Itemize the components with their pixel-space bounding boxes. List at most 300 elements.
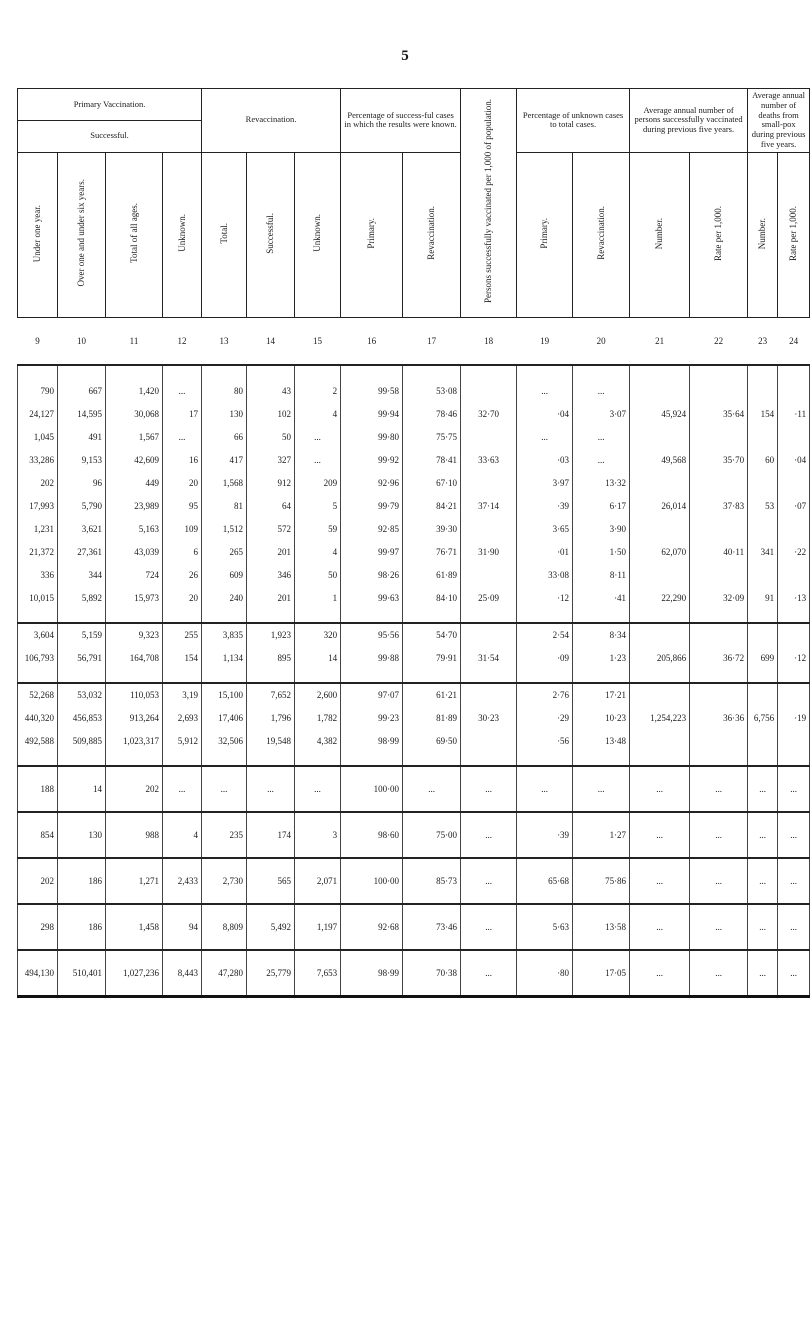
spacer-cell	[106, 670, 163, 683]
table-cell: ...	[748, 858, 778, 904]
table-cell: 14,595	[58, 403, 106, 426]
table-cell: 43	[247, 380, 295, 403]
table-cell: 298	[18, 904, 58, 950]
table-cell: ·03	[517, 449, 573, 472]
spacer-cell	[690, 365, 748, 380]
table-cell	[461, 623, 517, 647]
table-cell: 100·00	[341, 766, 403, 812]
table-cell: 50	[295, 564, 341, 587]
table-cell: 19,548	[247, 730, 295, 753]
table-cell: ·13	[778, 587, 810, 610]
table-cell	[748, 380, 778, 403]
table-cell: 17,406	[202, 707, 247, 730]
table-cell: 99·63	[341, 587, 403, 610]
table-cell: 99·97	[341, 541, 403, 564]
table-cell: 492,588	[18, 730, 58, 753]
header-revaccination: Revaccination.	[202, 89, 341, 153]
table-cell: 2,071	[295, 858, 341, 904]
table-cell: 988	[106, 812, 163, 858]
spacer-cell	[295, 610, 341, 623]
spacer-row	[18, 670, 810, 683]
table-cell: ...	[295, 426, 341, 449]
table-cell	[748, 623, 778, 647]
spacer-cell	[18, 365, 58, 380]
spacer-cell	[461, 610, 517, 623]
table-cell: 7,653	[295, 950, 341, 997]
spacer-cell	[778, 365, 810, 380]
table-cell: 99·23	[341, 707, 403, 730]
table-cell: 235	[202, 812, 247, 858]
header-avg-vaccinated: Average annual number of persons successfully vaccinated during previous five years.	[630, 89, 748, 153]
table-cell: 724	[106, 564, 163, 587]
table-cell: 50	[247, 426, 295, 449]
table-cell: 456,853	[58, 707, 106, 730]
table-cell: ·04	[778, 449, 810, 472]
table-cell: 110,053	[106, 683, 163, 707]
table-cell: 265	[202, 541, 247, 564]
table-cell: 895	[247, 647, 295, 670]
spacer-cell	[106, 753, 163, 766]
table-cell: 80	[202, 380, 247, 403]
spacer-cell	[748, 610, 778, 623]
table-cell: 33,286	[18, 449, 58, 472]
table-cell: 4	[163, 812, 202, 858]
table-cell: 91	[748, 587, 778, 610]
spacer-cell	[630, 670, 690, 683]
table-cell: ...	[748, 812, 778, 858]
table-cell: ·22	[778, 541, 810, 564]
table-cell: 913,264	[106, 707, 163, 730]
table-cell: ·11	[778, 403, 810, 426]
table-cell: 26,014	[630, 495, 690, 518]
table-cell: 255	[163, 623, 202, 647]
spacer-cell	[202, 610, 247, 623]
column-number: 16	[341, 317, 403, 365]
table-cell: 186	[58, 858, 106, 904]
spacer-cell	[58, 670, 106, 683]
table-cell	[630, 623, 690, 647]
table-cell: 100·00	[341, 858, 403, 904]
table-cell: 97·07	[341, 683, 403, 707]
column-number: 11	[106, 317, 163, 365]
table-cell	[461, 683, 517, 707]
table-cell: 54·70	[403, 623, 461, 647]
table-cell: 14	[295, 647, 341, 670]
column-number: 18	[461, 317, 517, 365]
table-cell: 53	[748, 495, 778, 518]
table-cell: 7,652	[247, 683, 295, 707]
table-cell: 30,068	[106, 403, 163, 426]
table-row	[18, 449, 810, 472]
header-pct-revaccination: Revaccination.	[403, 152, 461, 317]
spacer-cell	[778, 753, 810, 766]
spacer-cell	[461, 365, 517, 380]
spacer-cell	[163, 753, 202, 766]
table-cell: ·80	[517, 950, 573, 997]
column-number: 19	[517, 317, 573, 365]
table-cell	[748, 683, 778, 707]
table-cell: 49,568	[630, 449, 690, 472]
table-cell: 98·99	[341, 730, 403, 753]
table-cell: 15,100	[202, 683, 247, 707]
table-cell: 53,032	[58, 683, 106, 707]
header-rev-successful: Successful.	[247, 152, 295, 317]
table-cell: 912	[247, 472, 295, 495]
table-cell: 25·09	[461, 587, 517, 610]
table-cell: 494,130	[18, 950, 58, 997]
table-cell: 5	[295, 495, 341, 518]
table-cell: 21,372	[18, 541, 58, 564]
table-cell: 13·48	[573, 730, 630, 753]
spacer-cell	[202, 670, 247, 683]
header-avg-vacc-number: Number.	[630, 152, 690, 317]
table-cell: 69·50	[403, 730, 461, 753]
table-cell: 17·05	[573, 950, 630, 997]
table-cell: ...	[748, 950, 778, 997]
table-cell: 417	[202, 449, 247, 472]
table-cell: 164,708	[106, 647, 163, 670]
table-cell: ...	[778, 766, 810, 812]
table-cell: 23,989	[106, 495, 163, 518]
table-cell	[690, 380, 748, 403]
spacer-cell	[18, 670, 58, 683]
table-cell: 440,320	[18, 707, 58, 730]
table-cell: 1,231	[18, 518, 58, 541]
table-row	[18, 647, 810, 670]
table-cell: 327	[247, 449, 295, 472]
table-cell: 1,254,223	[630, 707, 690, 730]
header-pct-primary: Primary.	[341, 152, 403, 317]
table-cell: 5,790	[58, 495, 106, 518]
table-cell: ·04	[517, 403, 573, 426]
page-number: 5	[401, 48, 409, 64]
table-cell: 62,070	[630, 541, 690, 564]
table-cell: 209	[295, 472, 341, 495]
table-cell: 59	[295, 518, 341, 541]
table-cell: 8·11	[573, 564, 630, 587]
table-cell: 47,280	[202, 950, 247, 997]
table-cell: ...	[461, 812, 517, 858]
header-unknown-revaccination: Revaccination.	[573, 152, 630, 317]
table-cell: ...	[461, 766, 517, 812]
table-cell	[778, 380, 810, 403]
table-cell: 30·23	[461, 707, 517, 730]
table-cell	[630, 380, 690, 403]
table-cell: 1,567	[106, 426, 163, 449]
table-cell	[461, 426, 517, 449]
header-per-thousand: Persons successfully vaccinated per 1,000 of population.	[461, 89, 517, 318]
column-number: 20	[573, 317, 630, 365]
table-cell: ...	[163, 766, 202, 812]
table-cell: 1,512	[202, 518, 247, 541]
table-row	[18, 904, 810, 950]
table-cell: 81·89	[403, 707, 461, 730]
table-row	[18, 426, 810, 449]
table-cell: 3·97	[517, 472, 573, 495]
table-cell: ...	[630, 950, 690, 997]
table-cell: 202	[18, 472, 58, 495]
table-cell: 2,693	[163, 707, 202, 730]
table-cell: 1·50	[573, 541, 630, 564]
table-cell: ...	[690, 766, 748, 812]
table-cell: ...	[573, 426, 630, 449]
spacer-cell	[573, 753, 630, 766]
table-cell: ·39	[517, 812, 573, 858]
table-cell: 33·63	[461, 449, 517, 472]
spacer-cell	[517, 670, 573, 683]
spacer-cell	[573, 670, 630, 683]
header-one-to-six-years: Over one and under six years.	[58, 152, 106, 317]
table-cell	[778, 472, 810, 495]
table-cell: 240	[202, 587, 247, 610]
table-cell: 20	[163, 472, 202, 495]
table-cell: 154	[748, 403, 778, 426]
table-cell	[690, 623, 748, 647]
table-cell: 75·00	[403, 812, 461, 858]
table-cell: ...	[630, 904, 690, 950]
table-row	[18, 472, 810, 495]
table-row	[18, 623, 810, 647]
table-cell: 99·58	[341, 380, 403, 403]
table-cell: 85·73	[403, 858, 461, 904]
table-cell: 205,866	[630, 647, 690, 670]
table-cell: 17	[163, 403, 202, 426]
table-cell: 2,600	[295, 683, 341, 707]
table-cell	[690, 518, 748, 541]
table-cell: 96	[58, 472, 106, 495]
table-cell: ...	[690, 812, 748, 858]
table-cell	[630, 683, 690, 707]
table-cell: 699	[748, 647, 778, 670]
table-cell: ·09	[517, 647, 573, 670]
table-cell	[778, 683, 810, 707]
column-number: 23	[748, 317, 778, 365]
table-cell: 202	[106, 766, 163, 812]
table-cell: 45,924	[630, 403, 690, 426]
table-cell: 8·34	[573, 623, 630, 647]
table-cell: 31·90	[461, 541, 517, 564]
table-cell: ...	[202, 766, 247, 812]
table-cell: ...	[163, 380, 202, 403]
table-cell: ...	[748, 904, 778, 950]
table-cell: 3,604	[18, 623, 58, 647]
table-cell: 1,271	[106, 858, 163, 904]
table-cell: 35·70	[690, 449, 748, 472]
table-row	[18, 518, 810, 541]
spacer-cell	[18, 753, 58, 766]
table-row	[18, 564, 810, 587]
table-cell: 1,023,317	[106, 730, 163, 753]
table-cell: 26	[163, 564, 202, 587]
table-cell: 32·70	[461, 403, 517, 426]
table-cell	[778, 730, 810, 753]
table-row	[18, 587, 810, 610]
spacer-cell	[295, 753, 341, 766]
spacer-row	[18, 610, 810, 623]
spacer-cell	[106, 610, 163, 623]
header-rev-unknown: Unknown.	[295, 152, 341, 317]
spacer-cell	[163, 670, 202, 683]
table-cell: ·01	[517, 541, 573, 564]
table-cell: 78·46	[403, 403, 461, 426]
table-cell: 40·11	[690, 541, 748, 564]
table-row	[18, 683, 810, 707]
table-cell: 64	[247, 495, 295, 518]
table-cell: 32·09	[690, 587, 748, 610]
table-cell: 76·71	[403, 541, 461, 564]
table-cell: 2	[295, 380, 341, 403]
table-row	[18, 541, 810, 564]
table-cell	[630, 730, 690, 753]
spacer-cell	[58, 365, 106, 380]
table-cell: 2,730	[202, 858, 247, 904]
spacer-cell	[403, 365, 461, 380]
header-total-all-ages: Total of all ages.	[106, 152, 163, 317]
table-body	[18, 365, 810, 997]
table-cell: ...	[778, 858, 810, 904]
table-cell: 1,045	[18, 426, 58, 449]
spacer-cell	[517, 753, 573, 766]
table-cell: ...	[573, 449, 630, 472]
table-cell: 17,993	[18, 495, 58, 518]
table-cell: 15,973	[106, 587, 163, 610]
table-cell: 3·65	[517, 518, 573, 541]
table-cell: ...	[461, 950, 517, 997]
vaccination-table	[17, 88, 810, 998]
table-cell: 10,015	[18, 587, 58, 610]
table-cell	[461, 564, 517, 587]
table-cell	[630, 564, 690, 587]
table-cell: 109	[163, 518, 202, 541]
table-cell: 99·94	[341, 403, 403, 426]
header-primary-vaccination: Primary Vaccination.	[18, 89, 202, 121]
table-row	[18, 858, 810, 904]
table-cell	[461, 472, 517, 495]
table-cell: 52,268	[18, 683, 58, 707]
table-cell: 3,19	[163, 683, 202, 707]
spacer-cell	[630, 610, 690, 623]
table-cell	[461, 730, 517, 753]
table-cell	[461, 518, 517, 541]
table-cell	[690, 472, 748, 495]
table-row	[18, 950, 810, 997]
table-cell: 37·83	[690, 495, 748, 518]
table-cell: 35·64	[690, 403, 748, 426]
header-avg-deaths: Average annual number of deaths from small-pox during previous five years.	[748, 89, 810, 153]
table-cell: 66	[202, 426, 247, 449]
column-number-row	[18, 317, 810, 365]
spacer-cell	[517, 610, 573, 623]
table-cell: ...	[517, 380, 573, 403]
table-cell: 32,506	[202, 730, 247, 753]
table-row	[18, 766, 810, 812]
table-cell: 92·85	[341, 518, 403, 541]
table-cell: 8,443	[163, 950, 202, 997]
table-cell: ...	[690, 950, 748, 997]
table-cell: 154	[163, 647, 202, 670]
table-cell: 202	[18, 858, 58, 904]
spacer-cell	[690, 610, 748, 623]
table-cell: 201	[247, 587, 295, 610]
spacer-cell	[247, 753, 295, 766]
table-cell: ...	[295, 766, 341, 812]
table-cell: 3,621	[58, 518, 106, 541]
table-cell: ...	[690, 858, 748, 904]
header-avg-deaths-rate: Rate per 1,000.	[778, 152, 810, 317]
table-cell: 25,779	[247, 950, 295, 997]
table-cell: 67·10	[403, 472, 461, 495]
table-cell: 60	[748, 449, 778, 472]
table-cell	[630, 518, 690, 541]
table-cell: 1,458	[106, 904, 163, 950]
table-cell: 3,835	[202, 623, 247, 647]
table-cell: 81	[202, 495, 247, 518]
table-cell: 17·21	[573, 683, 630, 707]
table-cell: 509,885	[58, 730, 106, 753]
spacer-cell	[163, 365, 202, 380]
table-cell: 5·63	[517, 904, 573, 950]
table-cell: 95·56	[341, 623, 403, 647]
spacer-cell	[461, 753, 517, 766]
table-cell: ·07	[778, 495, 810, 518]
table-row	[18, 812, 810, 858]
table-cell: ...	[163, 426, 202, 449]
table-cell	[690, 730, 748, 753]
table-cell	[778, 564, 810, 587]
table-cell: ...	[517, 766, 573, 812]
spacer-row	[18, 365, 810, 380]
header-percentage-success: Percentage of success-ful cases in which the results were known.	[341, 89, 461, 153]
table-cell: 94	[163, 904, 202, 950]
table-cell: 102	[247, 403, 295, 426]
column-number: 10	[58, 317, 106, 365]
column-number: 24	[778, 317, 810, 365]
table-cell	[690, 426, 748, 449]
table-cell: 346	[247, 564, 295, 587]
table-cell: 14	[58, 766, 106, 812]
spacer-cell	[341, 365, 403, 380]
table-cell: ...	[630, 766, 690, 812]
spacer-cell	[403, 610, 461, 623]
table-cell: ...	[461, 904, 517, 950]
table-cell: ...	[690, 904, 748, 950]
table-cell: 9,153	[58, 449, 106, 472]
table-cell: 1·23	[573, 647, 630, 670]
table-cell: 1,197	[295, 904, 341, 950]
table-cell: 790	[18, 380, 58, 403]
spacer-cell	[106, 365, 163, 380]
table-cell: 2·54	[517, 623, 573, 647]
table-cell: 22,290	[630, 587, 690, 610]
table-cell: 1,027,236	[106, 950, 163, 997]
table-cell: ...	[748, 766, 778, 812]
table-cell: 572	[247, 518, 295, 541]
table-cell: 78·41	[403, 449, 461, 472]
table-cell: ·56	[517, 730, 573, 753]
table-cell: 61·89	[403, 564, 461, 587]
table-cell	[778, 426, 810, 449]
table-cell: 609	[202, 564, 247, 587]
table-row	[18, 403, 810, 426]
spacer-cell	[247, 670, 295, 683]
table-cell: 130	[58, 812, 106, 858]
spacer-cell	[630, 753, 690, 766]
table-cell	[748, 518, 778, 541]
table-cell: 5,163	[106, 518, 163, 541]
table-cell: 36·72	[690, 647, 748, 670]
spacer-cell	[690, 753, 748, 766]
table-cell: ...	[630, 812, 690, 858]
